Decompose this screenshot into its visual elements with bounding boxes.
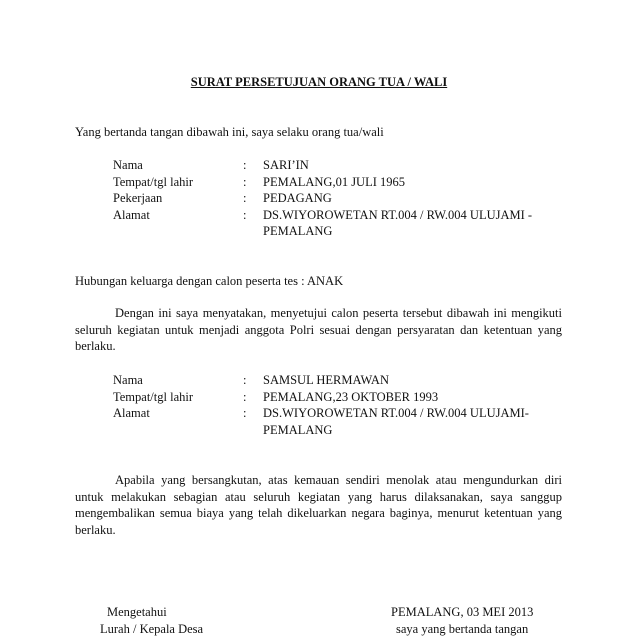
parent-job-value: PEDAGANG xyxy=(263,190,563,207)
colon: : xyxy=(243,174,246,191)
parent-address-line1: DS.WIYOROWETAN RT.004 / RW.004 ULUJAMI - xyxy=(263,207,563,224)
candidate-name-value: SAMSUL HERMAWAN xyxy=(263,372,563,389)
parent-birth-value: PEMALANG,01 JULI 1965 xyxy=(263,174,563,191)
closing-paragraph: Apabila yang bersangkutan, atas kemauan sendiri menolak atau mengundurkan diri untuk melakukan sebagian atau seluruh kegiatan yang harus dilaksanakan, saya sanggup mengembalikan semua biaya yang telah dikeluarkan negara baginya, menurut ketentuan yang berlaku. xyxy=(75,472,562,538)
relation-text: Hubungan keluarga dengan calon peserta tes : ANAK xyxy=(75,273,343,290)
parent-address-line2: PEMALANG xyxy=(263,223,563,240)
footer-acknowledged: Mengetahui xyxy=(107,604,167,621)
colon: : xyxy=(243,372,246,389)
document-title: SURAT PERSETUJUAN ORANG TUA / WALI xyxy=(0,74,638,91)
candidate-address-line2: PEMALANG xyxy=(263,422,563,439)
parent-name-value: SARI’IN xyxy=(263,157,563,174)
colon: : xyxy=(243,190,246,207)
footer-signatory: saya yang bertanda tangan xyxy=(396,621,528,637)
colon: : xyxy=(243,157,246,174)
candidate-birth-label: Tempat/tgl lahir xyxy=(113,389,193,406)
footer-place-date: PEMALANG, 03 MEI 2013 xyxy=(391,604,533,621)
candidate-name-label: Nama xyxy=(113,372,143,389)
candidate-address-label: Alamat xyxy=(113,405,150,422)
candidate-birth-value: PEMALANG,23 OKTOBER 1993 xyxy=(263,389,563,406)
colon: : xyxy=(243,389,246,406)
parent-birth-label: Tempat/tgl lahir xyxy=(113,174,193,191)
colon: : xyxy=(243,207,246,224)
colon: : xyxy=(243,405,246,422)
parent-name-label: Nama xyxy=(113,157,143,174)
footer-village-head: Lurah / Kepala Desa xyxy=(100,621,203,637)
candidate-address-line1: DS.WIYOROWETAN RT.004 / RW.004 ULUJAMI- xyxy=(263,405,563,422)
intro-text: Yang bertanda tangan dibawah ini, saya selaku orang tua/wali xyxy=(75,124,384,141)
parent-address-label: Alamat xyxy=(113,207,150,224)
statement-paragraph: Dengan ini saya menyatakan, menyetujui calon peserta tersebut dibawah ini mengikuti seluruh kegiatan untuk menjadi anggota Polri sesuai dengan persyaratan dan ketentuan yang berlaku. xyxy=(75,305,562,355)
parent-job-label: Pekerjaan xyxy=(113,190,162,207)
